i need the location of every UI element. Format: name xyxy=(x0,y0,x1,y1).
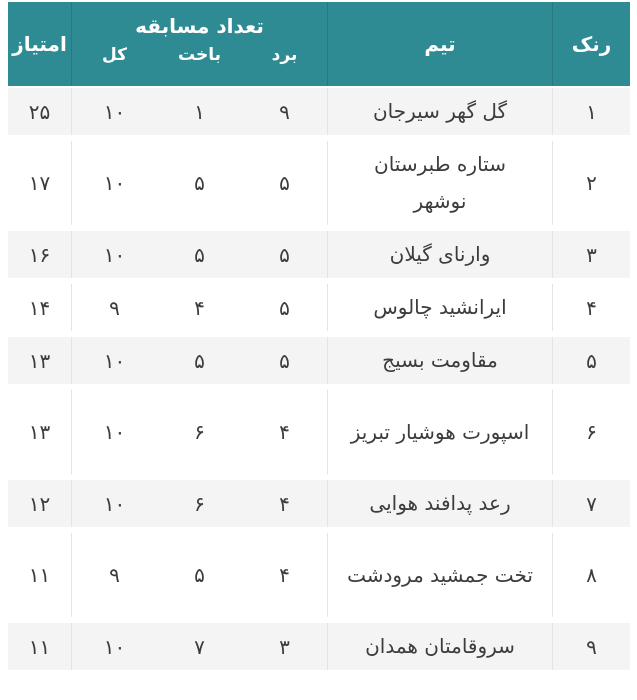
table-row xyxy=(8,533,630,617)
header-rank-label: رنک xyxy=(571,32,612,56)
cell-points: ۱۶ xyxy=(8,231,72,278)
cell-losses: ۶ xyxy=(194,491,205,516)
team-name: مقاومت بسیج xyxy=(382,348,498,372)
table-row xyxy=(8,88,630,135)
cell-points: ۱۱ xyxy=(8,533,72,617)
cell-team xyxy=(327,337,553,384)
cell-total: ۱۰ xyxy=(103,242,126,267)
cell-losses: ۵ xyxy=(194,242,205,267)
team-name: رعد پدافند هوایی xyxy=(369,491,511,515)
table-row xyxy=(8,231,630,278)
cell-points: ۱۷ xyxy=(8,141,72,225)
cell-rank: ۲ xyxy=(586,171,597,195)
cell-points: ۲۵ xyxy=(8,88,72,135)
header-wins-label: برد xyxy=(271,45,298,65)
team-name: سروقامتان همدان xyxy=(365,634,515,658)
cell-wins: ۳ xyxy=(279,634,290,659)
team-name: اسپورت هوشیار تبریز xyxy=(350,419,530,444)
table-row xyxy=(8,623,630,670)
cell-team xyxy=(327,231,553,278)
header-total-label: کل xyxy=(101,45,128,65)
cell-rank: ۴ xyxy=(586,295,597,320)
table-header xyxy=(8,2,630,86)
cell-losses: ۵ xyxy=(194,348,205,373)
cell-wins: ۹ xyxy=(279,99,290,124)
cell-wins: ۵ xyxy=(279,171,290,195)
header-matches-group-label: تعداد مسابقه xyxy=(135,14,264,38)
cell-losses: ۴ xyxy=(194,295,205,320)
cell-total: ۱۰ xyxy=(103,491,126,516)
cell-total: ۱۰ xyxy=(103,348,126,373)
cell-total: ۹ xyxy=(109,295,120,320)
cell-team xyxy=(327,284,553,331)
table-row xyxy=(8,480,630,527)
team-name: تخت جمشید مرودشت xyxy=(347,562,533,587)
cell-rank: ۳ xyxy=(586,242,597,267)
cell-team xyxy=(327,480,553,527)
page xyxy=(0,2,637,700)
header-matches-group xyxy=(72,2,327,86)
cell-points: ۱۲ xyxy=(8,480,72,527)
team-name: ستاره طبرستان نوشهر xyxy=(374,152,506,213)
header-points-label: امتیاز xyxy=(12,32,67,56)
cell-total: ۱۰ xyxy=(103,99,126,124)
cell-wins: ۵ xyxy=(279,242,290,267)
cell-rank: ۷ xyxy=(586,491,597,516)
cell-team xyxy=(327,533,553,617)
header-losses-label: باخت xyxy=(177,45,221,65)
team-name: ایرانشید چالوس xyxy=(373,295,507,319)
cell-team xyxy=(327,623,553,670)
standings-table xyxy=(8,2,630,670)
cell-rank: ۵ xyxy=(586,348,597,373)
header-rank xyxy=(553,2,630,86)
table-row xyxy=(8,390,630,474)
cell-rank: ۶ xyxy=(586,420,597,444)
cell-losses: ۷ xyxy=(194,634,205,659)
cell-rank: ۱ xyxy=(586,99,597,124)
cell-points: ۱۳ xyxy=(8,337,72,384)
cell-total: ۱۰ xyxy=(103,420,126,444)
cell-wins: ۴ xyxy=(279,491,290,516)
cell-total: ۱۰ xyxy=(103,634,126,659)
team-name: وارنای گیلان xyxy=(389,242,491,266)
cell-losses: ۶ xyxy=(194,420,205,444)
cell-wins: ۴ xyxy=(279,563,290,587)
cell-total: ۹ xyxy=(109,563,120,587)
cell-team xyxy=(327,141,553,225)
cell-wins: ۵ xyxy=(279,348,290,373)
cell-rank: ۹ xyxy=(586,634,597,659)
header-matches-subrow xyxy=(72,45,327,65)
cell-team xyxy=(327,88,553,135)
cell-wins: ۴ xyxy=(279,420,290,444)
header-team-label: تیم xyxy=(424,32,456,56)
cell-total: ۱۰ xyxy=(103,171,126,195)
cell-points: ۱۳ xyxy=(8,390,72,474)
header-points xyxy=(8,2,72,86)
cell-wins: ۵ xyxy=(279,295,290,320)
cell-points: ۱۴ xyxy=(8,284,72,331)
cell-team xyxy=(327,390,553,474)
cell-losses: ۵ xyxy=(194,171,205,195)
header-team xyxy=(327,2,553,86)
team-name: گل گهر سیرجان xyxy=(372,99,508,123)
cell-points: ۱۱ xyxy=(8,623,72,670)
table-row xyxy=(8,337,630,384)
table-row xyxy=(8,141,630,225)
cell-rank: ۸ xyxy=(586,563,597,587)
cell-losses: ۱ xyxy=(194,99,205,124)
table-row xyxy=(8,284,630,331)
cell-losses: ۵ xyxy=(194,563,205,587)
